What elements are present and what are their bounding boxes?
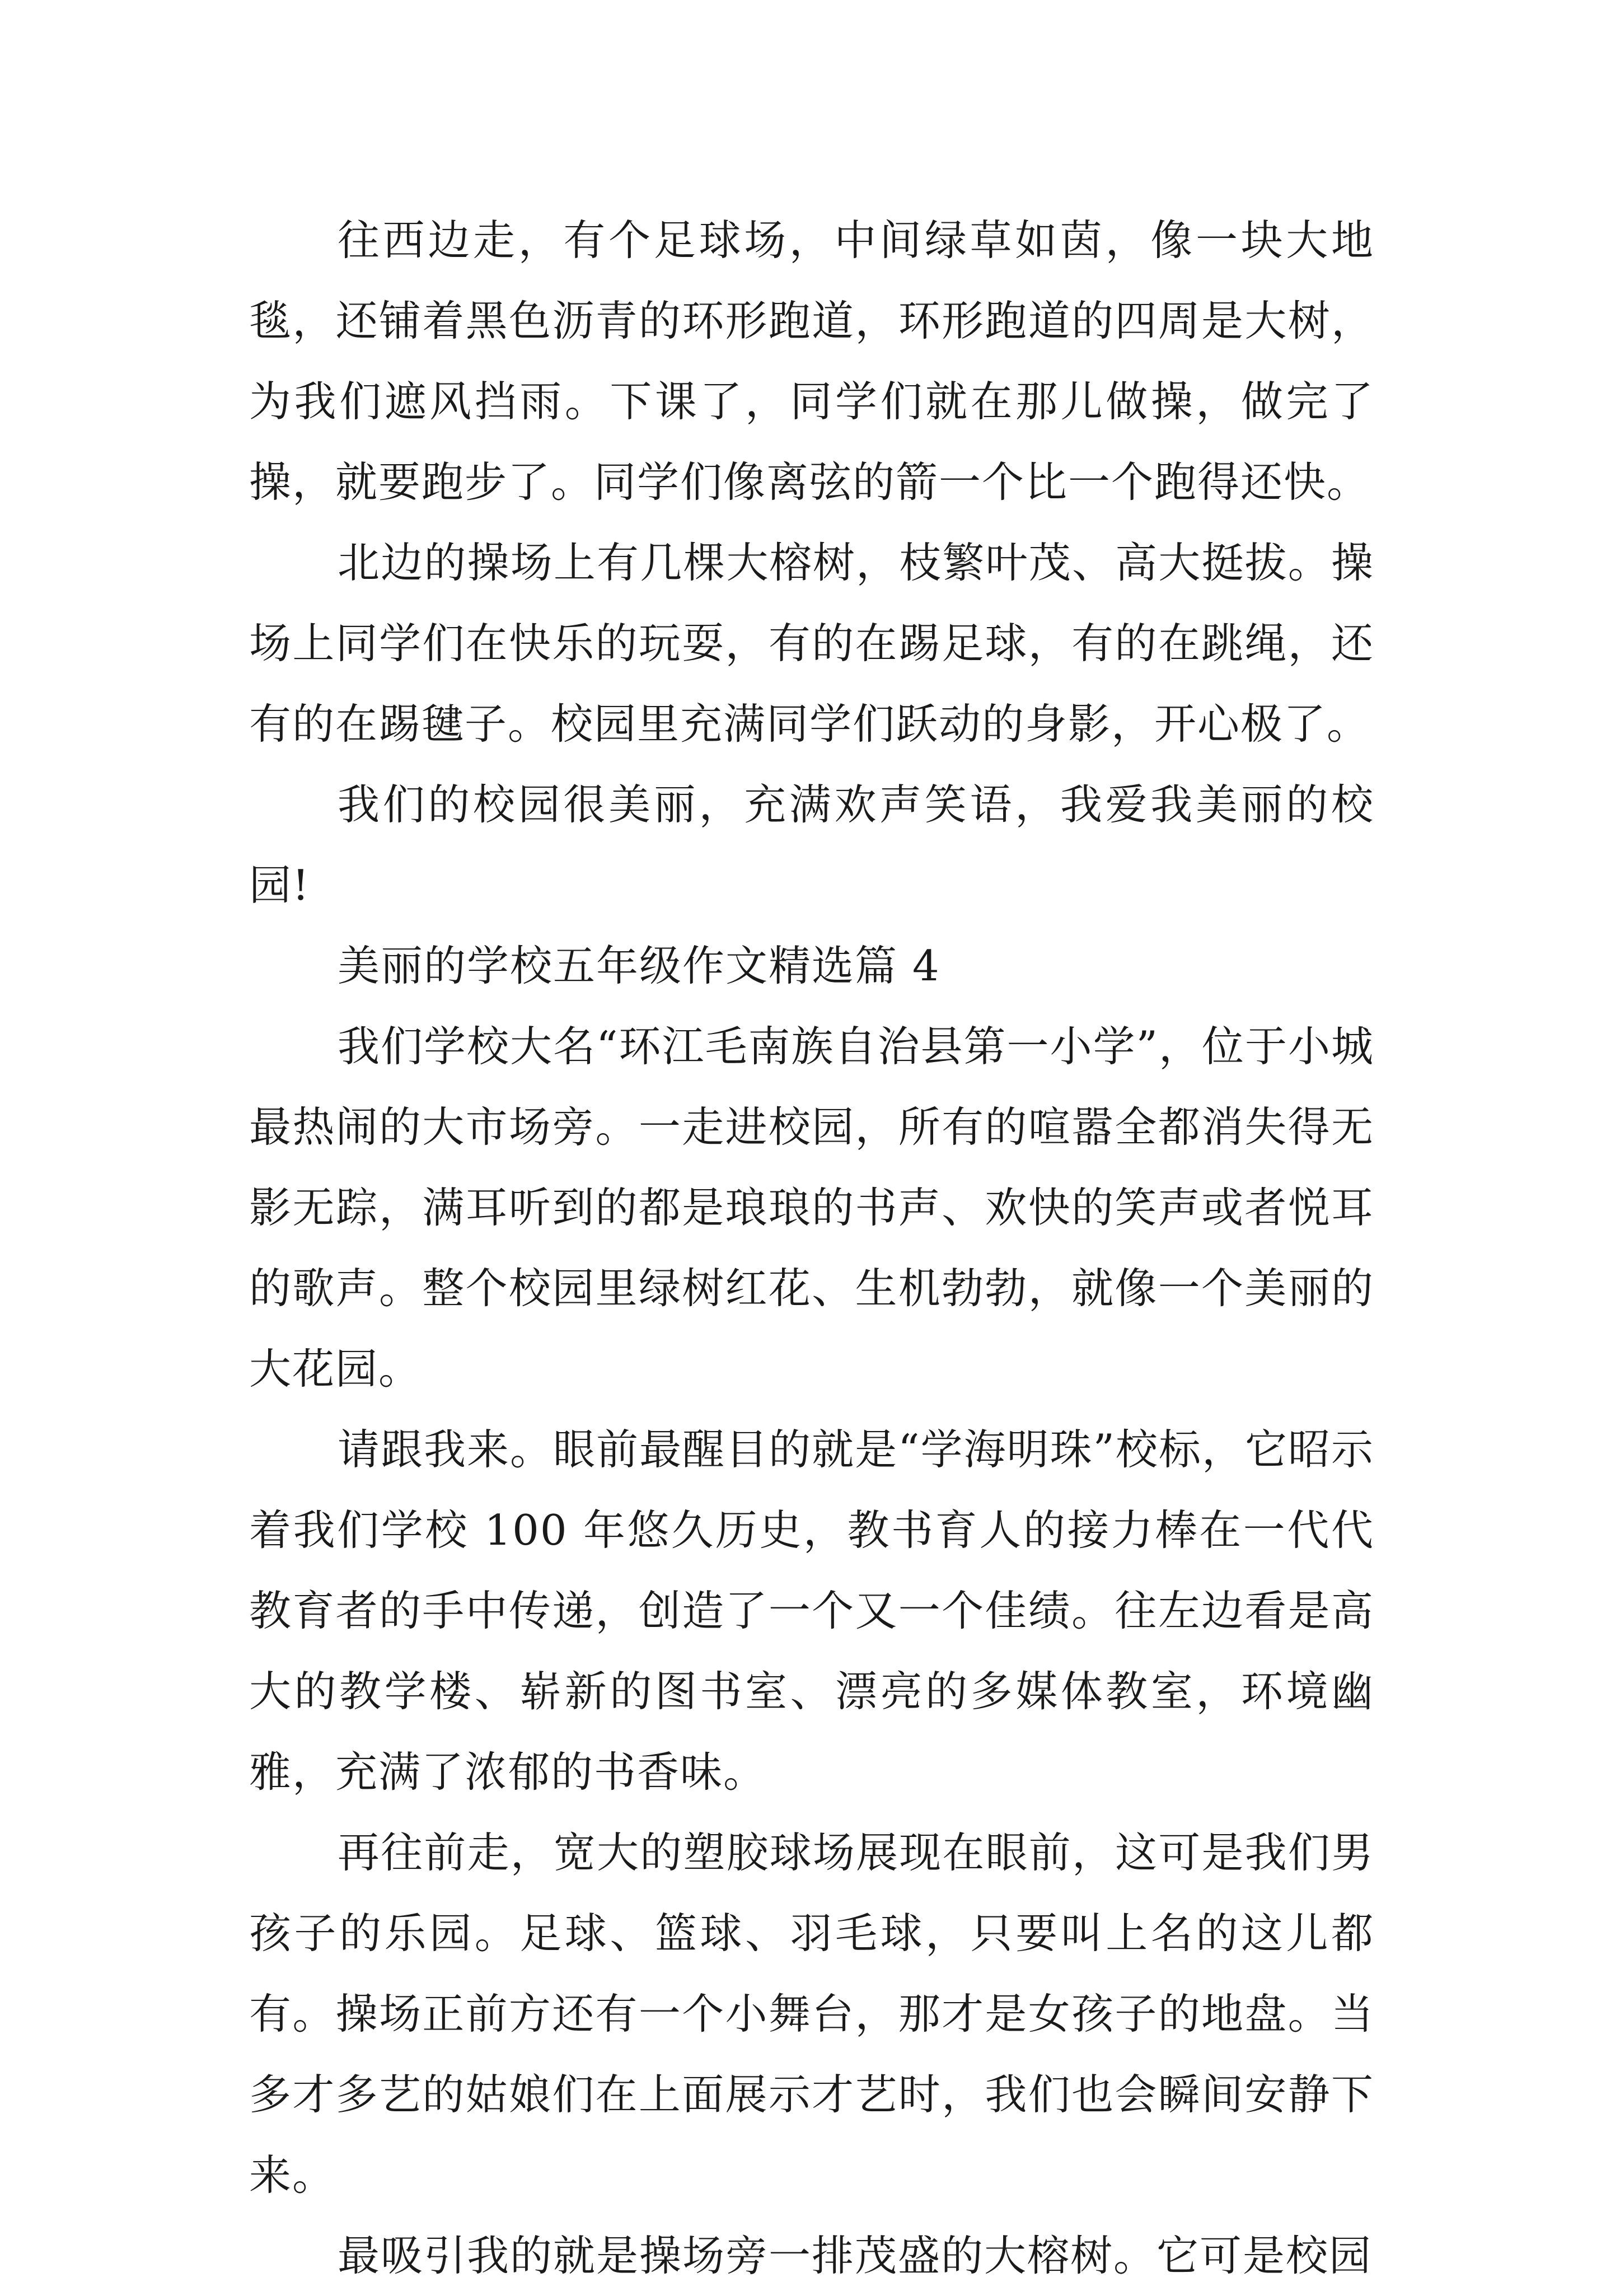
paragraph-love-campus: 我们的校园很美丽，充满欢声笑语，我爱我美丽的校园!: [249, 780, 1374, 910]
paragraph-sports-field: 再往前走，宽大的塑胶球场展现在眼前，这可是我们男孩子的乐园。足球、篮球、羽毛球，只要叫上名的这儿都有。操场正前方还有一个小舞台，那才是女孩子的地盘。当多才多艺的姑娘们在上面展示才艺时，我们也会瞬间安静下来。: [249, 1828, 1374, 2200]
paragraph-north-playground: 北边的操场上有几棵大榕树，枝繁叶茂、高大挺拔。操场上同学们在快乐的玩耍，有的在踢足球，有的在跳绳，还有的在踢毽子。校园里充满同学们跃动的身影，开心极了。: [249, 538, 1374, 749]
paragraph-school-emblem: 请跟我来。眼前最醒目的就是“学海明珠”校标，它昭示着我们学校 100 年悠久历史，教书育人的接力棒在一代代教育者的手中传递，创造了一个又一个佳绩。往左边看是高大的教学楼、崭新的图书室、漂亮的多媒体教室，环境幽雅，充满了浓郁的书香味。: [249, 1425, 1374, 1797]
paragraph-school-intro: 我们学校大名“环江毛南族自治县第一小学”，位于小城最热闹的大市场旁。一走进校园，所有的喧嚣全都消失得无影无踪，满耳听到的都是琅琅的书声、欢快的笑声或者悦耳的歌声。整个校园里绿树红花、生机勃勃，就像一个美丽的大花园。: [249, 1022, 1374, 1394]
paragraph-banyan-trees: 最吸引我的就是操场旁一排茂盛的大榕树。它可是校园: [338, 2231, 1373, 2280]
essay-heading: 美丽的学校五年级作文精选篇 4: [338, 941, 940, 990]
document-body: [249, 200, 1374, 2296]
paragraph-football-field: 往西边走，有个足球场，中间绿草如茵，像一块大地毯，还铺着黑色沥青的环形跑道，环形跑道的四周是大树，为我们遮风挡雨。下课了，同学们就在那儿做操，做完了操，就要跑步了。同学们像离弦的箭一个比一个跑得还快。: [249, 216, 1374, 507]
